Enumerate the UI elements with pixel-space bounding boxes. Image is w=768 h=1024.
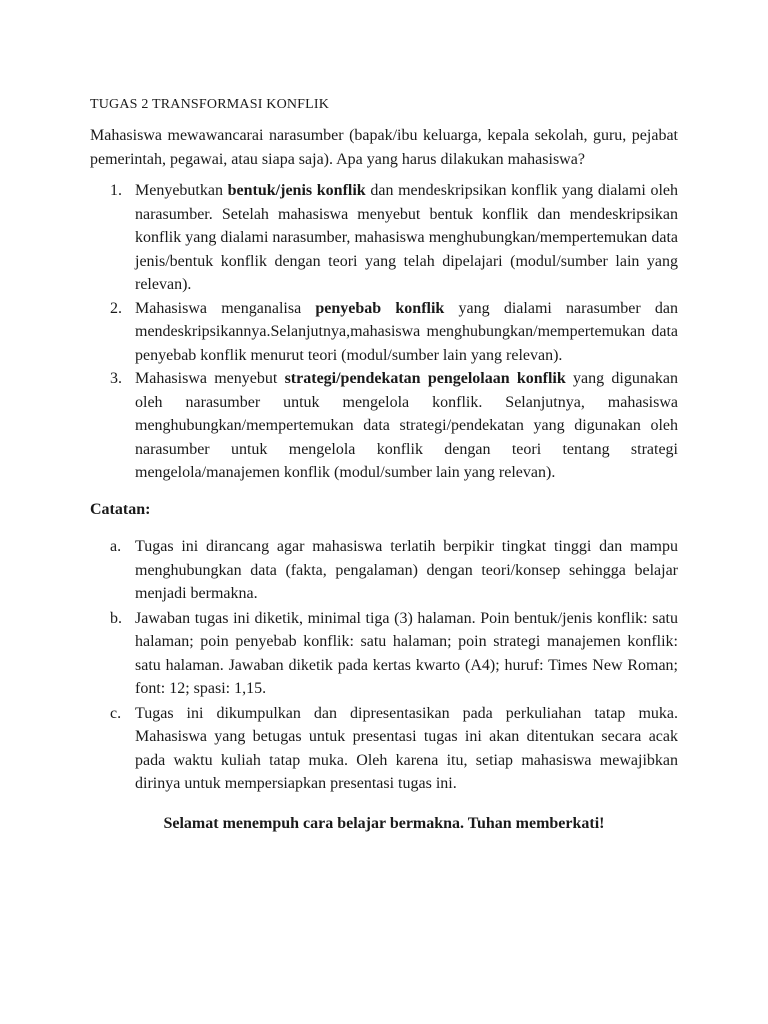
task-text-before: Mahasiswa menyebut — [135, 370, 285, 387]
task-emphasis: strategi/pendekatan pengelolaan konflik — [284, 370, 566, 387]
note-text: Tugas ini dikumpulkan dan dipresentasikan pada perkuliahan tatap muka. Mahasiswa yang betugas untuk presentasi tugas ini akan ditentukan secara acak pada waktu kuliah tatap muka. Oleh karena itu, setiap mahasiswa mewajibkan dirinya untuk mempersiapkan presentasi tugas ini. — [135, 704, 678, 792]
list-marker: 1. — [110, 182, 122, 199]
list-marker: 2. — [110, 299, 122, 317]
task-item — [90, 297, 678, 368]
notes-heading: Catatan: — [90, 500, 151, 518]
document-page — [90, 96, 678, 835]
notes-list — [90, 535, 678, 796]
task-list — [90, 179, 678, 485]
note-text: Jawaban tugas ini diketik, minimal tiga (3) halaman. Poin bentuk/jenis konflik: satu halaman; poin penyebab konflik: satu halaman; poin strategi manajemen konflik: satu halaman. Jawaban diketik pada kertas kwarto (A4); huruf: Times New Roman; font: 12; spasi: 1,15. — [135, 609, 678, 697]
task-emphasis: penyebab konflik — [315, 299, 445, 317]
note-item — [90, 535, 678, 606]
note-item — [90, 702, 678, 796]
closing-line: Selamat menempuh cara belajar bermakna. Tuhan memberkati! — [163, 814, 605, 832]
list-marker: 3. — [110, 370, 122, 387]
task-text-after: yang digunakan oleh narasumber untuk mengelola konflik. Selanjutnya, mahasiswa menghubungkan/mempertemukan data strategi/pendekatan yang digunakan oleh narasumber untuk mengelola konflik dengan teori tentang strategi mengelola/manajemen konflik (modul/sumber lain yang relevan). — [135, 370, 679, 481]
list-marker: a. — [110, 538, 122, 555]
task-text-before: Mahasiswa menganalisa — [135, 299, 316, 317]
list-marker: c. — [110, 704, 122, 722]
list-marker: b. — [110, 609, 122, 627]
task-text-before: Menyebutkan — [135, 182, 228, 199]
task-text-after: dan mendeskripsikan konflik yang dialami oleh narasumber. Setelah mahasiswa menyebut bentuk konflik dan mendeskripsikan konflik yang dialami narasumber, mahasiswa menghubungkan/mempertemukan data jenis/bentuk konflik dengan teori yang telah dipelajari (modul/sumber lain yang relevan). — [135, 182, 678, 293]
note-item — [90, 607, 678, 701]
document-title: TUGAS 2 TRANSFORMASI KONFLIK — [90, 97, 330, 112]
task-item — [90, 367, 678, 485]
note-text: Tugas ini dirancang agar mahasiswa terlatih berpikir tingkat tinggi dan mampu menghubungkan data (fakta, pengalaman) dengan teori/konsep sehingga belajar menjadi bermakna. — [135, 538, 678, 602]
task-text-after: yang dialami narasumber dan mendeskripsikannya.Selanjutnya,mahasiswa menghubungkan/mempertemukan data penyebab konflik menurut teori (modul/sumber lain yang relevan). — [135, 299, 679, 364]
task-emphasis: bentuk/jenis konflik — [227, 182, 366, 199]
intro-paragraph: Mahasiswa mewawancarai narasumber (bapak/ibu keluarga, kepala sekolah, guru, pejabat pemerintah, pegawai, atau siapa saja). Apa yang harus dilakukan mahasiswa? — [90, 127, 678, 168]
task-item — [90, 179, 678, 297]
